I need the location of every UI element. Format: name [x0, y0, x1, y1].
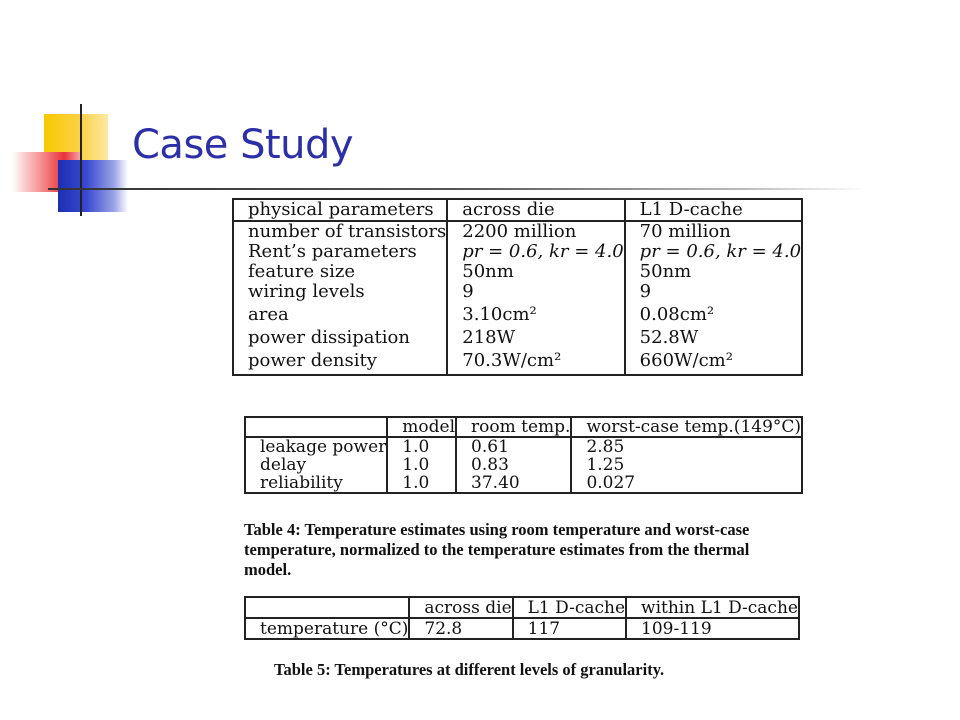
table-cell: wiring levels [248, 281, 365, 302]
table-cell: 70.3W/cm² [447, 348, 624, 375]
table-row [233, 348, 802, 375]
table-cell: 72.8 [409, 618, 512, 639]
table-row [233, 282, 802, 302]
table-cell: 0.61 [456, 437, 571, 456]
table-row [245, 437, 802, 456]
table-cell: 1.0 [387, 474, 456, 493]
table-header-cell: model [387, 417, 456, 437]
table-cell: power density [248, 350, 377, 371]
table-cell: 52.8W [625, 328, 802, 348]
table-row [233, 242, 802, 262]
table-cell: temperature (°C) [260, 618, 409, 639]
table-cell: 0.83 [456, 456, 571, 474]
table-header-cell: L1 D-cache [513, 597, 626, 618]
table-row [233, 302, 802, 328]
table-cell: 1.25 [571, 456, 802, 474]
table5-caption: Table 5: Temperatures at different levels of granularity. [274, 660, 665, 679]
temperature-granularity-table [244, 596, 800, 640]
table-cell: 50nm [447, 262, 624, 282]
table-cell: 9 [625, 282, 802, 302]
table-header-cell: room temp. [456, 417, 571, 437]
decor-vertical-line [80, 104, 82, 216]
table-header-cell: physical parameters [233, 199, 447, 221]
decor-blue-square [58, 160, 128, 212]
table-cell: 0.027 [571, 474, 802, 493]
table-cell: leakage power [260, 437, 387, 457]
table-row [233, 328, 802, 348]
table-header-cell [245, 417, 387, 437]
table-header-row [245, 597, 799, 618]
table-cell: number of transistors [248, 221, 447, 242]
table-header-cell: across die [447, 199, 624, 221]
table-header-row [233, 199, 802, 221]
table-header-cell: across die [409, 597, 512, 618]
table4-caption: Table 4: Temperature estimates using room temperature and worst-case temperature, normalized to the temperature estimates from the thermal model. [244, 520, 750, 579]
table-cell: reliability [260, 473, 343, 493]
table-cell: 1.0 [387, 456, 456, 474]
table-cell: 9 [447, 282, 624, 302]
table-cell: 1.0 [387, 437, 456, 456]
table-cell: 50nm [625, 262, 802, 282]
table-cell: pr = 0.6, kr = 4.0 [625, 242, 802, 262]
table-cell: Rent’s parameters [248, 241, 417, 262]
table-cell: feature size [248, 261, 355, 282]
table-cell: 70 million [625, 221, 802, 242]
table-header-cell: L1 D-cache [625, 199, 802, 221]
table-cell: pr = 0.6, kr = 4.0 [447, 242, 624, 262]
table-cell: area [248, 304, 289, 325]
table-cell: 0.08cm² [625, 302, 802, 328]
table-cell: 2.85 [571, 437, 802, 456]
table-cell: 117 [513, 618, 626, 639]
table-row [245, 456, 802, 474]
table-cell: 2200 million [447, 221, 624, 242]
slide-title: Case Study [132, 122, 354, 168]
table-cell: 37.40 [456, 474, 571, 493]
table-header-row [245, 417, 802, 437]
physical-parameters-table [232, 198, 803, 376]
table-header-cell: worst-case temp.(149°C) [571, 417, 802, 437]
table-header-cell: within L1 D-cache [626, 597, 799, 618]
temperature-estimates-table [244, 416, 803, 494]
table-cell: 218W [447, 328, 624, 348]
table-row [233, 262, 802, 282]
table-cell: delay [260, 455, 307, 475]
table-cell: 3.10cm² [447, 302, 624, 328]
table-header-cell [245, 597, 409, 618]
title-underline [48, 188, 868, 190]
table-cell: power dissipation [248, 327, 410, 348]
table-cell: 109-119 [626, 618, 799, 639]
table-row [245, 474, 802, 493]
table-row [233, 221, 802, 242]
table-cell: 660W/cm² [625, 348, 802, 375]
table-row [245, 618, 799, 639]
